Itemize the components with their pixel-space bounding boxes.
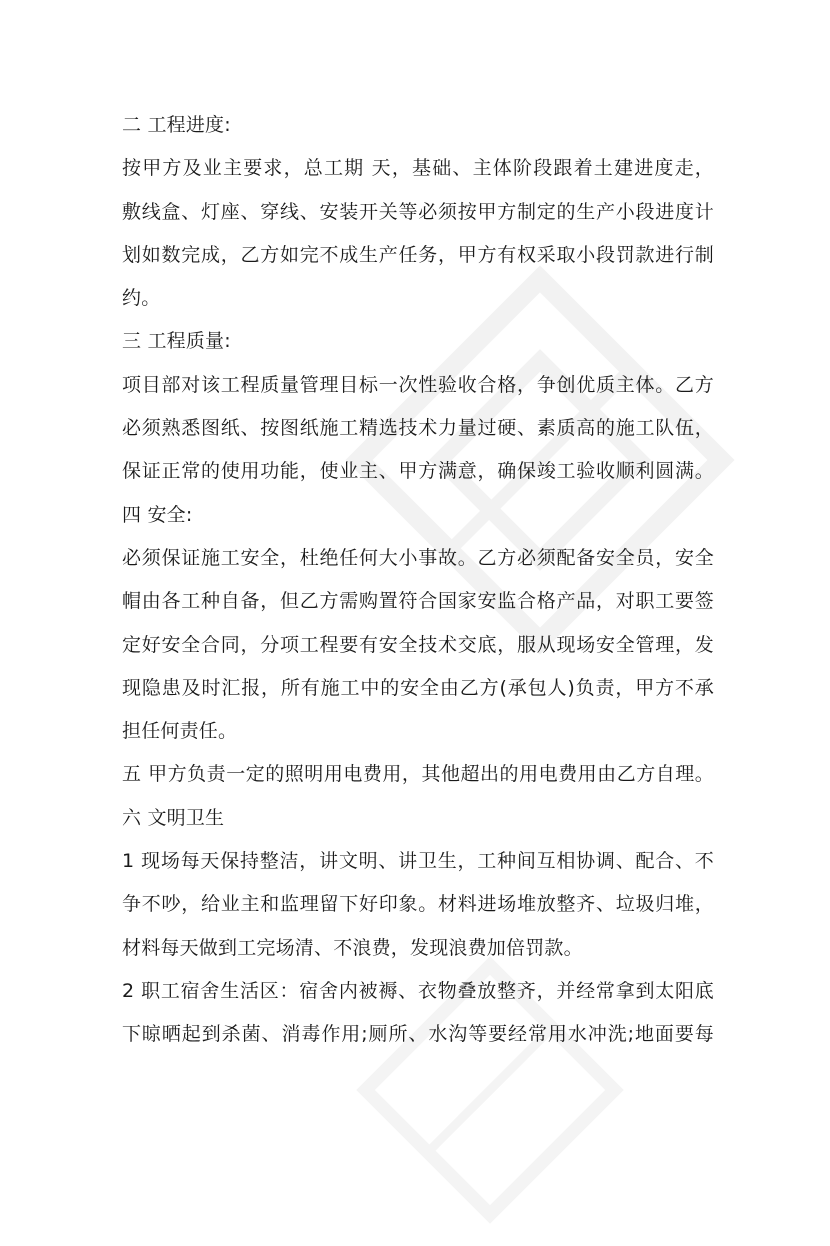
paragraph-line: 按甲方及业主要求，总工期 天，基础、主体阶段跟着土建进度走， (122, 157, 714, 180)
paragraph-line: 划如数完成，乙方如完不成生产任务，甲方有权采取小段罚款进行制 (122, 243, 714, 266)
paragraph-line: 定好安全合同，分项工程要有安全技术交底，服从现场安全管理，发 (122, 633, 714, 656)
paragraph-line: 1 现场每天保持整洁，讲文明、讲卫生，工种间互相协调、配合、不 (122, 850, 714, 873)
section-heading-safety: 四 安全: (122, 503, 193, 526)
paragraph-line: 担任何责任。 (122, 720, 238, 743)
paragraph-line: 帽由各工种自备，但乙方需购置符合国家安监合格产品，对职工要签 (122, 590, 714, 613)
document-body (122, 104, 714, 1057)
paragraph-line: 2 职工宿舍生活区：宿舍内被褥、衣物叠放整齐，并经常拿到太阳底 (122, 979, 714, 1002)
paragraph-line: 下晾晒起到杀菌、消毒作用;厕所、水沟等要经常用水冲洗;地面要每 (122, 1023, 714, 1046)
paragraph-line: 必须保证施工安全，杜绝任何大小事故。乙方必须配备安全员，安全 (122, 546, 714, 569)
paragraph-line: 现隐患及时汇报，所有施工中的安全由乙方(承包人)负责，甲方不承 (122, 676, 714, 699)
section-heading-electricity: 五 甲方负责一定的照明用电费用，其他超出的用电费用由乙方自理。 (122, 763, 714, 786)
paragraph-line: 必须熟悉图纸、按图纸施工精选技术力量过硬、素质高的施工队伍， (122, 417, 714, 440)
section-heading-hygiene: 六 文明卫生 (122, 806, 225, 829)
paragraph-line: 保证正常的使用功能，使业主、甲方满意，确保竣工验收顺利圆满。 (122, 460, 714, 483)
section-heading-schedule: 二 工程进度: (122, 114, 231, 136)
paragraph-line: 争不吵，给业主和监理留下好印象。材料进场堆放整齐、垃圾归堆， (122, 893, 714, 916)
paragraph-line: 项目部对该工程质量管理目标一次性验收合格，争创优质主体。乙方 (122, 373, 714, 396)
paragraph-line: 敷线盒、灯座、穿线、安装开关等必须按甲方制定的生产小段进度计 (122, 200, 714, 223)
section-heading-quality: 三 工程质量: (122, 330, 231, 353)
paragraph-line: 材料每天做到工完场清、不浪费，发现浪费加倍罚款。 (122, 936, 583, 959)
paragraph-line: 约。 (122, 287, 161, 310)
